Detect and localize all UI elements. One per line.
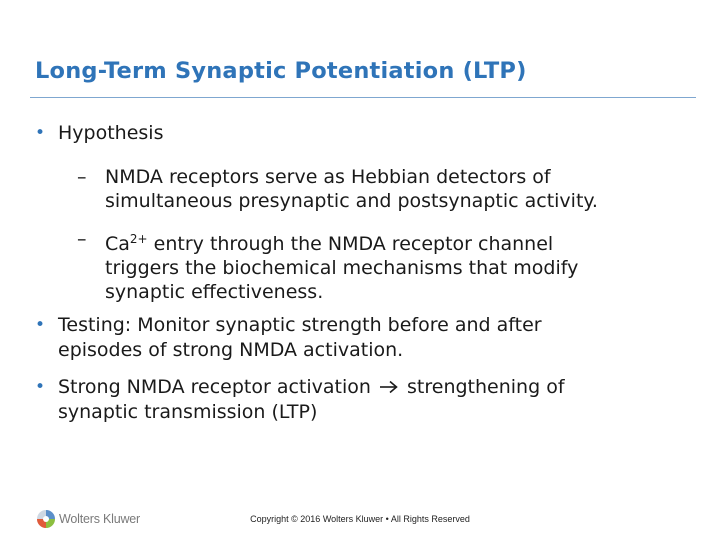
bullet-strong-line1 (58, 375, 678, 400)
subbullet-nmda-line1: NMDA receptors serve as Hebbian detectors of (105, 166, 551, 188)
bullet-hypothesis (35, 121, 678, 146)
bullet-strong-activation (35, 375, 678, 425)
strong-part2: strengthening of (407, 376, 565, 398)
subbullet-calcium-entry (77, 227, 685, 304)
calcium-line1-rest: entry through the NMDA receptor channel (147, 233, 554, 255)
bullet-testing-line2: episodes of strong NMDA activation. (58, 339, 404, 361)
subbullet-dash: – (77, 228, 87, 250)
bullet-hypothesis-text: Hypothesis (58, 122, 164, 144)
bullet-testing (35, 313, 678, 363)
logo-text: Wolters Kluwer (59, 512, 141, 526)
bullet-dot: • (35, 377, 46, 397)
subbullet-calcium-line3: synaptic effectiveness. (105, 281, 324, 303)
bullet-strong-line2: synaptic transmission (LTP) (58, 401, 318, 423)
subbullet-nmda-hebbian (77, 165, 685, 213)
subbullet-nmda-line2: simultaneous presynaptic and postsynaptic activity. (105, 190, 598, 212)
right-arrow-icon (379, 380, 399, 394)
slide-title: Long-Term Synaptic Potentiation (LTP) (35, 58, 527, 84)
bullet-dot: • (35, 123, 46, 143)
calcium-symbol: Ca (105, 233, 130, 255)
calcium-charge: 2+ (129, 232, 148, 246)
copyright-notice: Copyright © 2016 Wolters Kluwer • All Rights Reserved (250, 514, 470, 524)
subbullet-calcium-line2: triggers the biochemical mechanisms that modify (105, 257, 579, 279)
strong-part1: Strong NMDA receptor activation (58, 376, 371, 398)
title-divider (30, 97, 696, 98)
bullet-testing-line1: Testing: Monitor synaptic strength before and after (58, 314, 542, 336)
subbullet-dash: – (77, 166, 87, 188)
subbullet-calcium-line1 (105, 227, 685, 256)
bullet-dot: • (35, 315, 46, 335)
